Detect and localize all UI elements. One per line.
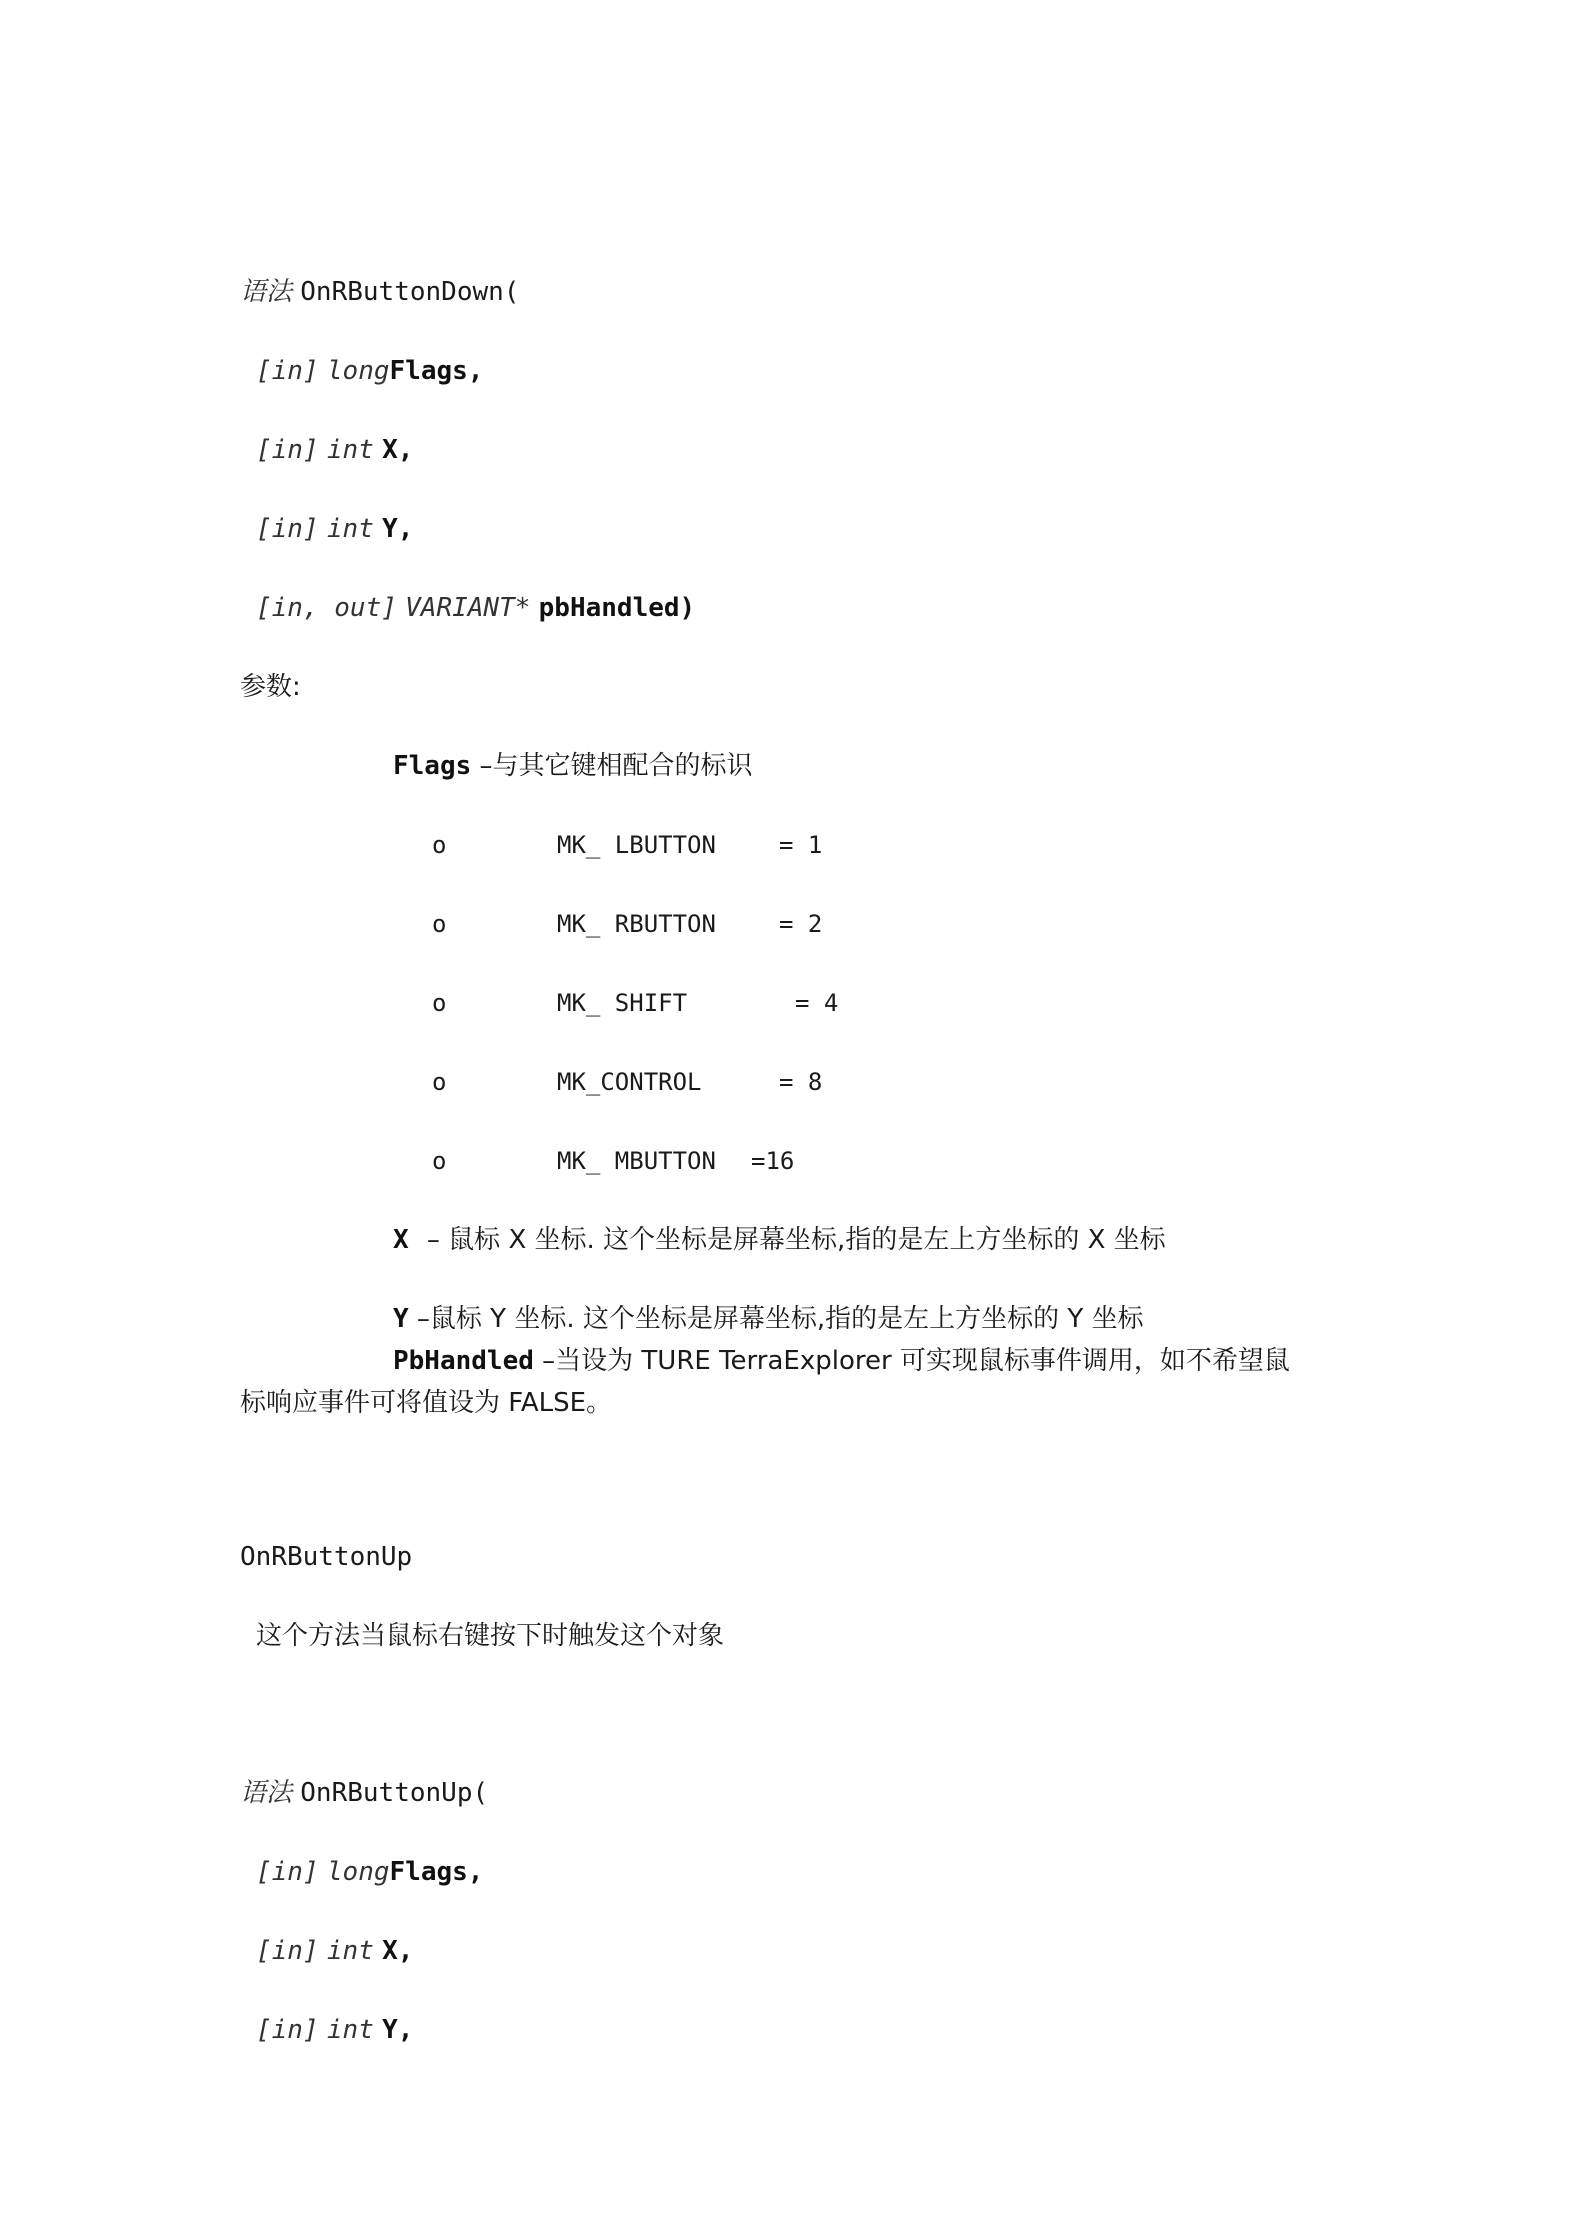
y-param-name: Y bbox=[393, 1304, 409, 1334]
flag-name: MK_CONTROL bbox=[557, 1068, 702, 1096]
param-type: int bbox=[326, 2015, 374, 2045]
param-type: int bbox=[326, 514, 374, 544]
pbhandled-param-desc: –当设为 TURE TerraExplorer 可实现鼠标事件调用，如不希望鼠 bbox=[542, 1346, 1290, 1376]
param-type: long bbox=[326, 356, 390, 386]
param-line bbox=[256, 1855, 483, 1889]
section-description: 这个方法当鼠标右键按下时触发这个对象 bbox=[256, 1621, 725, 1651]
param-direction: [in] bbox=[256, 435, 319, 465]
param-direction: [in] bbox=[256, 2015, 319, 2045]
flag-name: MK_ MBUTTON bbox=[557, 1147, 716, 1175]
flag-name: MK_ SHIFT bbox=[557, 989, 688, 1017]
syntax-label: 语法 bbox=[240, 1778, 293, 1808]
param-direction: [in] bbox=[256, 356, 319, 386]
param-type: VARIANT* bbox=[405, 593, 531, 623]
section-heading-onrbuttonup: OnRButtonUp bbox=[240, 1542, 413, 1572]
pbhandled-description-cont: 标响应事件可将值设为 FALSE。 bbox=[240, 1388, 613, 1418]
method-call: OnRButtonUp( bbox=[300, 1778, 489, 1808]
bullet-icon: o bbox=[432, 1147, 447, 1175]
syntax-line-onrbuttonup bbox=[240, 1776, 488, 1810]
param-direction: [in, out] bbox=[256, 593, 397, 623]
param-line bbox=[256, 1934, 413, 1968]
pbhandled-param-name: PbHandled bbox=[393, 1346, 534, 1376]
flag-name: MK_ RBUTTON bbox=[557, 910, 716, 938]
bullet-icon: o bbox=[432, 1068, 447, 1096]
flags-param-desc: –与其它键相配合的标识 bbox=[479, 751, 753, 781]
param-line bbox=[256, 591, 695, 625]
param-direction: [in] bbox=[256, 514, 319, 544]
syntax-line-onrbuttondown bbox=[240, 275, 519, 309]
flag-value: = 8 bbox=[779, 1068, 823, 1096]
flag-value: = 1 bbox=[779, 831, 823, 859]
params-label: 参数: bbox=[240, 672, 301, 702]
x-param-desc: – 鼠标 X 坐标. 这个坐标是屏幕坐标,指的是左上方坐标的 X 坐标 bbox=[426, 1225, 1166, 1255]
method-call: OnRButtonDown( bbox=[300, 277, 520, 307]
flag-value: = 2 bbox=[779, 910, 823, 938]
y-param-description bbox=[393, 1302, 1144, 1336]
param-name: Y, bbox=[382, 514, 414, 544]
param-name: Y, bbox=[382, 2015, 414, 2045]
param-line bbox=[256, 433, 413, 467]
bullet-icon: o bbox=[432, 989, 447, 1017]
param-line bbox=[256, 512, 413, 546]
param-type: int bbox=[326, 435, 374, 465]
param-type: int bbox=[326, 1936, 374, 1966]
syntax-label: 语法 bbox=[240, 277, 293, 307]
bullet-icon: o bbox=[432, 910, 447, 938]
flag-value: =16 bbox=[751, 1147, 795, 1175]
flag-value: = 4 bbox=[795, 989, 839, 1017]
pbhandled-description bbox=[393, 1344, 1290, 1378]
flag-name: MK_ LBUTTON bbox=[557, 831, 716, 859]
param-name: X, bbox=[382, 1936, 414, 1966]
param-name: Flags, bbox=[389, 1857, 484, 1887]
param-type: long bbox=[326, 1857, 390, 1887]
param-direction: [in] bbox=[256, 1857, 319, 1887]
param-name: pbHandled) bbox=[538, 593, 696, 623]
param-line bbox=[256, 354, 483, 388]
flags-param-name: Flags bbox=[393, 751, 472, 781]
param-line bbox=[256, 2013, 413, 2047]
y-param-desc: –鼠标 Y 坐标. 这个坐标是屏幕坐标,指的是左上方坐标的 Y 坐标 bbox=[416, 1304, 1144, 1334]
param-direction: [in] bbox=[256, 1936, 319, 1966]
x-param-description bbox=[393, 1223, 1166, 1257]
bullet-icon: o bbox=[432, 831, 447, 859]
param-name: Flags, bbox=[389, 356, 484, 386]
flags-description bbox=[393, 749, 753, 783]
x-param-name: X bbox=[393, 1225, 409, 1255]
param-name: X, bbox=[382, 435, 414, 465]
